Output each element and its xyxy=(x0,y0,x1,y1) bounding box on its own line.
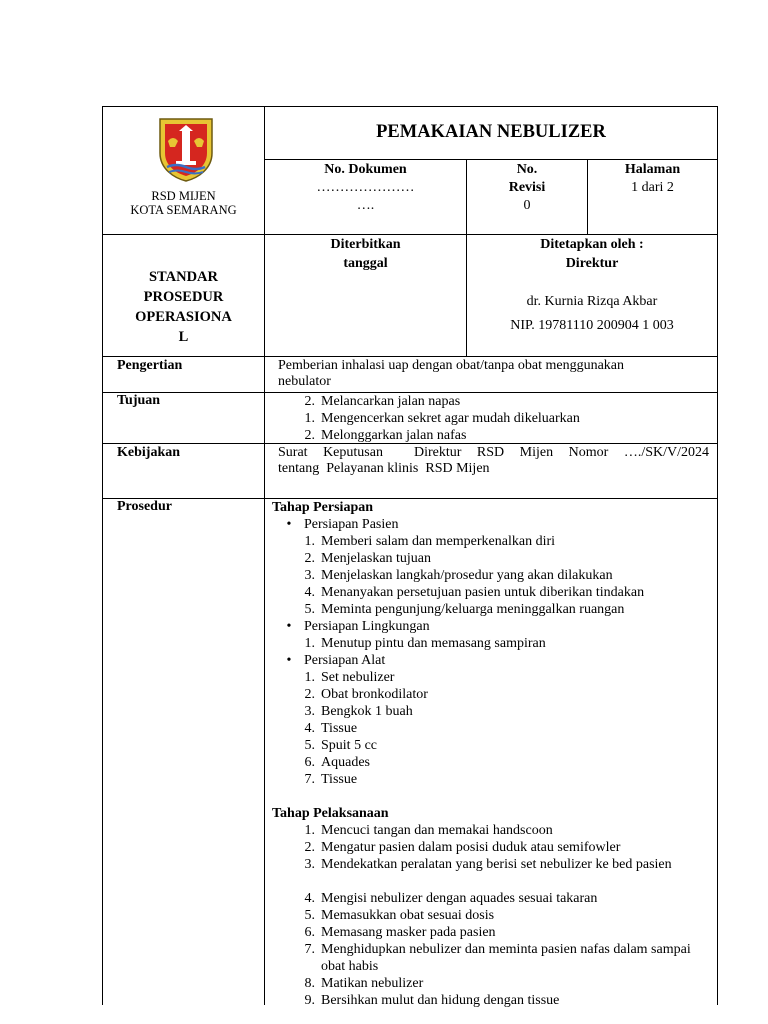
list-item xyxy=(295,737,712,754)
alat-list xyxy=(295,669,712,788)
semarang-coat-of-arms-logo xyxy=(158,117,214,183)
list-item xyxy=(295,601,712,618)
bullet-icon: • xyxy=(286,619,292,634)
institution-line: RSD MIJEN xyxy=(151,189,216,203)
list-item xyxy=(295,686,712,703)
director-nip: NIP. 19781110 200904 1 003 xyxy=(510,318,674,333)
bullet-item xyxy=(284,516,712,533)
list-item xyxy=(295,839,710,856)
item-text: Bersihkan mulut dan hidung dengan tissue xyxy=(321,993,560,1008)
section-heading: Tahap Persiapan xyxy=(272,500,374,515)
item-text: Menjelaskan tujuan xyxy=(321,551,432,566)
sop-label-line: PROSEDUR xyxy=(143,289,224,305)
list-item xyxy=(295,703,712,720)
bullet-item xyxy=(284,618,712,635)
kebijakan-text xyxy=(278,445,709,477)
revision-cell xyxy=(467,161,587,215)
item-text: Aquades xyxy=(321,755,370,770)
item-text: Set nebulizer xyxy=(321,670,395,685)
item-text: Meminta pengunjung/keluarga meninggalkan ruangan xyxy=(321,602,625,617)
section-heading: Tahap Pelaksanaan xyxy=(272,806,389,821)
list-item xyxy=(295,771,712,788)
issued-label: tanggal xyxy=(343,256,388,271)
issued-date-cell xyxy=(265,235,466,273)
item-number: 7. xyxy=(304,942,315,957)
item-text: Tissue xyxy=(321,721,358,736)
item-number: 6. xyxy=(304,925,315,940)
item-number: 2. xyxy=(304,551,315,566)
kebijakan-line: tentang Pelayanan klinis RSD Mijen xyxy=(278,461,490,476)
page-cell xyxy=(588,161,717,197)
pengertian-text xyxy=(278,358,624,390)
institution-line: KOTA SEMARANG xyxy=(130,203,237,217)
item-number: 8. xyxy=(304,976,315,991)
item-number: 6. xyxy=(304,755,315,770)
divider xyxy=(265,159,717,160)
list-item xyxy=(295,941,710,975)
item-number: 5. xyxy=(304,908,315,923)
item-text: Menanyakan persetujuan pasien untuk diberikan tindakan xyxy=(321,585,645,600)
pelaksanaan-list xyxy=(295,822,710,1009)
bullet-icon: • xyxy=(286,517,292,532)
tujuan-list xyxy=(295,393,705,444)
item-number: 5. xyxy=(304,738,315,753)
item-number: 3. xyxy=(304,704,315,719)
item-text: Melonggarkan jalan nafas xyxy=(321,428,467,443)
bullet-item xyxy=(284,652,712,669)
list-item xyxy=(295,410,705,427)
item-text: Menghidupkan nebulizer dan meminta pasien nafas dalam sampai obat habis xyxy=(321,942,691,974)
revision-label: Revisi xyxy=(508,180,546,195)
item-number: 7. xyxy=(304,772,315,787)
list-item xyxy=(295,907,710,924)
doc-number-value: ………………… xyxy=(316,180,415,195)
approved-label: Ditetapkan oleh : xyxy=(540,237,644,252)
item-number: 5. xyxy=(304,602,315,617)
item-number: 9. xyxy=(304,993,315,1008)
list-item xyxy=(295,550,712,567)
list-item xyxy=(295,669,712,686)
item-number: 2. xyxy=(304,428,315,443)
list-item xyxy=(295,992,710,1009)
item-number: 1. xyxy=(304,534,315,549)
item-text: Tissue xyxy=(321,772,358,787)
pengertian-label: Pengertian xyxy=(117,358,183,373)
item-text: Memasukkan obat sesuai dosis xyxy=(321,908,495,923)
list-item xyxy=(295,890,710,907)
list-item xyxy=(295,427,705,444)
item-number: 4. xyxy=(304,721,315,736)
pasien-list xyxy=(295,533,712,618)
tujuan-label: Tujuan xyxy=(117,393,161,408)
page-label: Halaman xyxy=(624,162,681,177)
item-text: Bengkok 1 buah xyxy=(321,704,413,719)
revision-value: 0 xyxy=(523,198,531,213)
list-item xyxy=(295,584,712,601)
item-text: Mencuci tangan dan memakai handscoon xyxy=(321,823,553,838)
bullet-text: Persiapan Pasien xyxy=(304,517,399,532)
item-number: 1. xyxy=(304,670,315,685)
item-number: 1. xyxy=(304,411,315,426)
list-item xyxy=(295,635,712,652)
page-value: 1 dari 2 xyxy=(631,180,674,195)
list-item xyxy=(295,393,705,410)
sop-label xyxy=(103,267,264,347)
pengertian-line: nebulator xyxy=(278,374,331,389)
lingkungan-list xyxy=(295,635,712,652)
prosedur-label: Prosedur xyxy=(117,499,172,514)
director-name: dr. Kurnia Rizqa Akbar xyxy=(526,294,658,309)
item-number: 4. xyxy=(304,891,315,906)
item-number: 3. xyxy=(304,568,315,583)
item-text: Melancarkan jalan napas xyxy=(321,394,461,409)
item-text: Obat bronkodilator xyxy=(321,687,428,702)
item-number: 1. xyxy=(304,823,315,838)
list-item xyxy=(295,720,712,737)
kebijakan-line: Surat Keputusan Direktur RSD Mijen Nomor …./SK/V/2024 xyxy=(278,445,709,460)
bullet-icon: • xyxy=(286,653,292,668)
doc-number-cell xyxy=(265,161,466,215)
list-item xyxy=(295,754,712,771)
prosedur-content xyxy=(272,499,712,1009)
item-text: Mengencerkan sekret agar mudah dikeluarkan xyxy=(321,411,580,426)
bullet-text: Persiapan Alat xyxy=(304,653,386,668)
divider xyxy=(103,356,717,357)
sop-label-line: STANDAR xyxy=(148,269,219,285)
item-number: 4. xyxy=(304,585,315,600)
item-text: Menutup pintu dan memasang sampiran xyxy=(321,636,546,651)
list-item xyxy=(295,924,710,941)
revision-label: No. xyxy=(516,162,538,177)
sop-label-line: L xyxy=(178,329,189,345)
list-item xyxy=(295,533,712,550)
list-item xyxy=(295,975,710,992)
item-text: Menjelaskan langkah/prosedur yang akan dilakukan xyxy=(321,568,613,583)
item-number: 1. xyxy=(304,636,315,651)
bullet-text: Persiapan Lingkungan xyxy=(304,619,430,634)
item-text: Spuit 5 cc xyxy=(321,738,377,753)
approved-by-cell xyxy=(467,235,717,273)
item-number: 2. xyxy=(304,840,315,855)
institution-name xyxy=(103,189,264,217)
document-title: PEMAKAIAN NEBULIZER xyxy=(376,122,606,142)
item-number: 2. xyxy=(304,687,315,702)
doc-number-label: No. Dokumen xyxy=(324,162,407,177)
item-text: Memasang masker pada pasien xyxy=(321,925,496,940)
issued-label: Diterbitkan xyxy=(330,237,401,252)
item-text: Mendekatkan peralatan yang berisi set nebulizer ke bed pasien xyxy=(321,857,672,872)
item-number: 2. xyxy=(304,394,315,409)
item-text: Memberi salam dan memperkenalkan diri xyxy=(321,534,556,549)
pengertian-line: Pemberian inhalasi uap dengan obat/tanpa obat menggunakan xyxy=(278,358,625,373)
spacer xyxy=(272,788,712,805)
list-item xyxy=(295,856,710,890)
item-text: Mengatur pasien dalam posisi duduk atau semifowler xyxy=(321,840,621,855)
sop-label-line: OPERASIONA xyxy=(135,309,232,325)
item-text: Mengisi nebulizer dengan aquades sesuai takaran xyxy=(321,891,598,906)
approved-label: Direktur xyxy=(565,256,619,271)
item-number: 3. xyxy=(304,857,315,872)
item-text: Matikan nebulizer xyxy=(321,976,424,991)
doc-number-value: …. xyxy=(356,198,375,213)
list-item xyxy=(295,567,712,584)
list-item xyxy=(295,822,710,839)
sop-document xyxy=(102,106,718,1008)
kebijakan-label: Kebijakan xyxy=(117,445,181,460)
